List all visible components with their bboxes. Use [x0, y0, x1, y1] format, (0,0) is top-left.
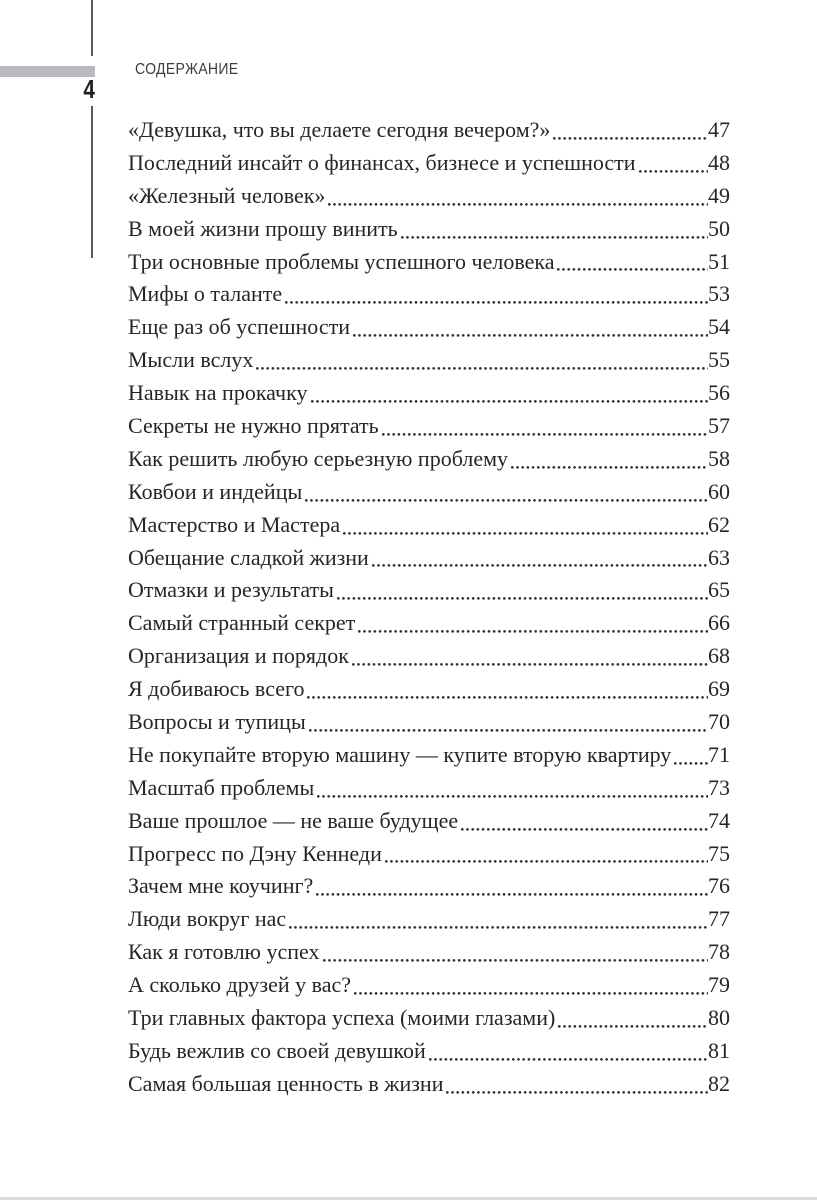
toc-entry-title: Обещание сладкой жизни	[128, 544, 369, 570]
page-number: 4	[83, 74, 95, 104]
dot-leader	[351, 969, 708, 1002]
toc-entry	[128, 1068, 730, 1101]
dot-leader	[443, 1068, 708, 1101]
toc-entry	[128, 607, 730, 640]
toc-entry-title: Секреты не нужно прятать	[128, 413, 379, 439]
dot-leader	[304, 673, 708, 706]
toc-entry-page: 50	[708, 215, 730, 241]
toc-entry	[128, 114, 730, 147]
toc-entry-page: 77	[708, 906, 730, 932]
toc-entry-title: Три главных фактора успеха (моими глазами)	[128, 1005, 556, 1031]
toc-entry-title: Как решить любую серьезную проблему	[128, 445, 509, 471]
toc-entry-title: Я добиваюсь всего	[128, 676, 305, 702]
dot-leader	[636, 147, 708, 180]
toc-entry-page: 48	[708, 149, 730, 175]
toc-entry-page: 53	[708, 281, 730, 307]
toc-entry-title: «Девушка, что вы делаете сегодня вечером?»	[128, 117, 551, 142]
dot-leader	[458, 805, 708, 838]
dot-leader	[302, 476, 708, 509]
toc-entry	[128, 838, 730, 871]
dot-leader	[340, 509, 708, 542]
toc-entry	[128, 246, 730, 279]
toc-entry-title: В моей жизни прошу винить	[128, 215, 398, 241]
toc-entry-title: Три основные проблемы успешного человека	[128, 248, 555, 274]
toc-entry	[128, 870, 730, 903]
toc-entry	[128, 706, 730, 739]
toc-entry-title: Прогресс по Дэну Кеннеди	[128, 840, 382, 866]
dot-leader	[671, 739, 708, 772]
toc-entry	[128, 147, 730, 180]
toc-entry-page: 74	[708, 807, 730, 833]
dot-leader	[282, 278, 708, 311]
toc-entry	[128, 377, 730, 410]
dot-leader	[369, 542, 708, 575]
toc-entry-page: 58	[708, 445, 730, 471]
toc-entry-title: Самый странный секрет	[128, 610, 356, 636]
toc-entry-page: 60	[708, 478, 730, 504]
toc-entry-title: Масштаб проблемы	[128, 774, 315, 800]
dot-leader	[314, 772, 708, 805]
toc-entry	[128, 1035, 730, 1068]
toc-entry	[128, 936, 730, 969]
dot-leader	[508, 443, 708, 476]
toc-entry-title: Навык на прокачку	[128, 380, 308, 406]
toc-entry-title: Зачем мне коучинг?	[128, 873, 314, 899]
dot-leader	[349, 640, 708, 673]
dot-leader	[350, 311, 708, 344]
toc-entry	[128, 903, 730, 936]
toc-entry-title: Вопросы и тупицы	[128, 709, 306, 735]
toc-entry	[128, 476, 730, 509]
toc-entry	[128, 509, 730, 542]
toc-entry-title: Мифы о таланте	[128, 281, 283, 307]
toc-entry-title: Ковбои и индейцы	[128, 478, 303, 504]
toc-entry	[128, 574, 730, 607]
dot-leader	[398, 213, 708, 246]
toc-entry-title: Мысли вслух	[128, 347, 254, 373]
toc-entry-title: Организация и порядок	[128, 643, 349, 669]
toc-entry-page: 81	[708, 1037, 730, 1063]
toc-entry-page: 62	[708, 511, 730, 537]
toc-entry-page: 47	[708, 117, 730, 142]
toc-entry	[128, 180, 730, 213]
toc-entry-page: 80	[708, 1005, 730, 1031]
dot-leader	[426, 1035, 708, 1068]
toc-entry-page: 79	[708, 972, 730, 998]
toc-entry-page: 66	[708, 610, 730, 636]
toc-entry-title: Не покупайте вторую машину — купите вторую квартиру	[128, 741, 672, 767]
toc-entry	[128, 443, 730, 476]
toc-entry-title: Люди вокруг нас	[128, 906, 287, 932]
toc-entry	[128, 772, 730, 805]
toc-entry-title: «Железный человек»	[128, 182, 326, 208]
toc-entry-title: А сколько друзей у вас?	[128, 972, 352, 998]
toc-entry	[128, 969, 730, 1002]
toc-entry	[128, 311, 730, 344]
toc-entry	[128, 1002, 730, 1035]
dot-leader	[325, 180, 708, 213]
toc-entry-page: 71	[708, 741, 730, 767]
dot-leader	[334, 574, 708, 607]
toc-entry-page: 54	[708, 314, 730, 340]
dot-leader	[320, 936, 709, 969]
dot-leader	[555, 1002, 708, 1035]
toc-entry-page: 78	[708, 939, 730, 965]
margin-rule-top	[91, 0, 93, 56]
toc-entry-page: 51	[708, 248, 730, 274]
toc-entry-page: 69	[708, 676, 730, 702]
toc-entry-page: 65	[708, 577, 730, 603]
toc-entry-page: 63	[708, 544, 730, 570]
dot-leader	[355, 607, 708, 640]
toc-entry	[128, 673, 730, 706]
toc-entry-title: Отмазки и результаты	[128, 577, 334, 603]
dot-leader	[306, 706, 708, 739]
toc-entry	[128, 739, 730, 772]
dot-leader	[253, 344, 708, 377]
toc-entry	[128, 213, 730, 246]
dot-leader	[286, 903, 708, 936]
toc-entry-title: Как я готовлю успех	[128, 939, 320, 965]
toc-entry	[128, 410, 730, 443]
dot-leader	[550, 114, 708, 147]
toc-entry-page: 56	[708, 380, 730, 406]
toc-entry-page: 68	[708, 643, 730, 669]
toc-entry-page: 75	[708, 840, 730, 866]
toc-entry-title: Ваше прошлое — не ваше будущее	[128, 807, 459, 833]
toc-entry	[128, 344, 730, 377]
dot-leader	[308, 377, 708, 410]
toc-entry-page: 82	[708, 1070, 730, 1096]
toc-entry-page: 49	[708, 182, 730, 208]
toc-entry-page: 76	[708, 873, 730, 899]
margin-rule-bottom	[91, 106, 93, 258]
toc-entry-title: Мастерство и Мастера	[128, 511, 341, 537]
dot-leader	[554, 246, 708, 279]
toc-entry-title: Самая большая ценность в жизни	[128, 1070, 444, 1096]
dot-leader	[313, 870, 708, 903]
toc-entry-title: Будь вежлив со своей девушкой	[128, 1037, 426, 1063]
toc-entry	[128, 640, 730, 673]
toc-entry-page: 55	[708, 347, 730, 373]
toc-entry-page: 73	[708, 774, 730, 800]
running-head-title: СОДЕРЖАНИЕ	[135, 61, 239, 78]
toc-entry	[128, 278, 730, 311]
dot-leader	[379, 410, 708, 443]
toc-entry	[128, 542, 730, 575]
toc-entry-title: Последний инсайт о финансах, бизнесе и успешности	[128, 149, 636, 175]
toc-entry	[128, 805, 730, 838]
toc-entry-page: 70	[708, 709, 730, 735]
toc-entry-title: Еще раз об успешности	[128, 314, 351, 340]
toc-list	[128, 114, 730, 1101]
dot-leader	[382, 838, 708, 871]
toc-entry-page: 57	[708, 413, 730, 439]
